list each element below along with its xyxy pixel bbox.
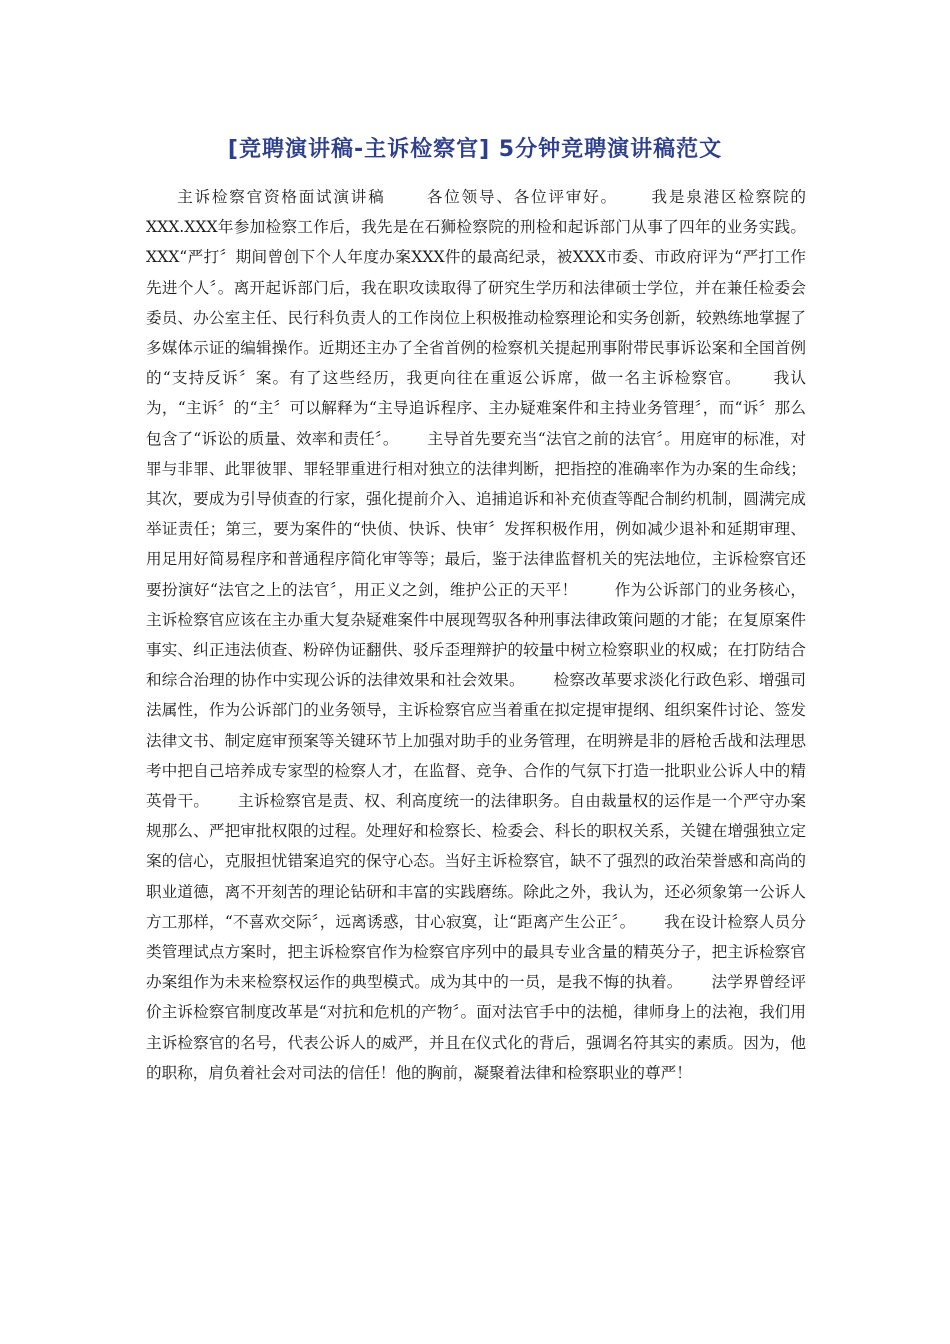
document-title: [竞聘演讲稿-主诉检察官] 5分钟竞聘演讲稿范文	[227, 137, 723, 162]
document-body: 主诉检察官资格面试演讲稿 各位领导、各位评审好。 我是泉港区检察院的XXX.XXX年参加检察工作后，我先是在石狮检察院的刑检和起诉部门从事了四年的业务实践。XXX“严打〞期间曾创下个人年度办案XXX件的最高纪录，被XXX市委、市政府评为“严打工作先进个人〞。离开起诉部门后，我在职攻读取得了研究生学历和法律硕士学位，并在兼任检委会委员、办公室主任、民行科负责人的工作岗位上积极推动检察理论和实务创新，较熟练地掌握了多媒体示证的编辑操作。近期还主办了全省首例的检察机关提起刑事附带民事诉讼案和全国首例的“支持反诉〞案。有了这些经历，我更向往在重返公诉席，做一名主诉检察官。 我认为，“主诉〞的“主〞可以解释为“主导追诉程序、主办疑难案件和主持业务管理〞，而“诉〞那么包含了“诉讼的质量、效率和责任〞。 主导首先要充当“法官之前的法官〞。用庭审的标准，对罪与非罪、此罪彼罪、罪轻罪重进行相对独立的法律判断，把指控的准确率作为办案的生命线；其次，要成为引导侦查的行家，强化提前介入、追捕追诉和补充侦查等配合制约机制，圆满完成举证责任；第三，要为案件的“快侦、快诉、快审〞发挥积极作用，例如减少退补和延期审理、用足用好简易程序和普通程序简化审等等；最后，鉴于法律监督机关的宪法地位，主诉检察官还要扮演好“法官之上的法官〞，用正义之剑，维护公正的天平！ 作为公诉部门的业务核心，主诉检察官应该在主办重大复杂疑难案件中展现驾驭各种刑事法律政策问题的才能；在复原案件事实、纠正违法侦查、粉碎伪证翻供、驳斥歪理辩护的较量中树立检察职业的权威；在打防结合和综合治理的协作中实现公诉的法律效果和社会效果。 检察改革要求淡化行政色彩、增强司法属性，作为公诉部门的业务领导，主诉检察官应当着重在拟定提审提纲、组织案件讨论、签发法律文书、制定庭审预案等关键环节上加强对助手的业务管理，在明辨是非的唇枪舌战和法理思考中把自己培养成专家型的检察人才，在监督、竞争、合作的气氛下打造一批职业公诉人中的精英骨干。 主诉检察官是责、权、利高度统一的法律职务。自由裁量权的运作是一个严守办案规那么、严把审批权限的过程。处理好和检察长、检委会、科长的职权关系，关键在增强独立定案的信心，克服担忧错案追究的保守心态。当好主诉检察官，缺不了强烈的政治荣誉感和高尚的职业道德，离不开刻苦的理论钻研和丰富的实践磨练。除此之外，我认为，还必须象第一公诉人方工那样，“不喜欢交际〞，远离诱惑，甘心寂寞，让“距离产生公正〞。 我在设计检察人员分类管理试点方案时，把主诉检察官作为检察官序列中的最具专业含量的精英分子，把主诉检察官办案组作为未来检察权运作的典型模式。成为其中的一员，是我不悔的执着。 法学界曾经评价主诉检察官制度改革是“对抗和危机的产物〞。面对法官手中的法槌，律师身上的法袍，我们用主诉检察官的名号，代表公诉人的威严，并且在仪式化的背后，强调名符其实的素质。因为，他的职称，肩负着社会对司法的信任！他的胸前，凝聚着法律和检察职业的尊严！	[146, 188, 806, 1082]
